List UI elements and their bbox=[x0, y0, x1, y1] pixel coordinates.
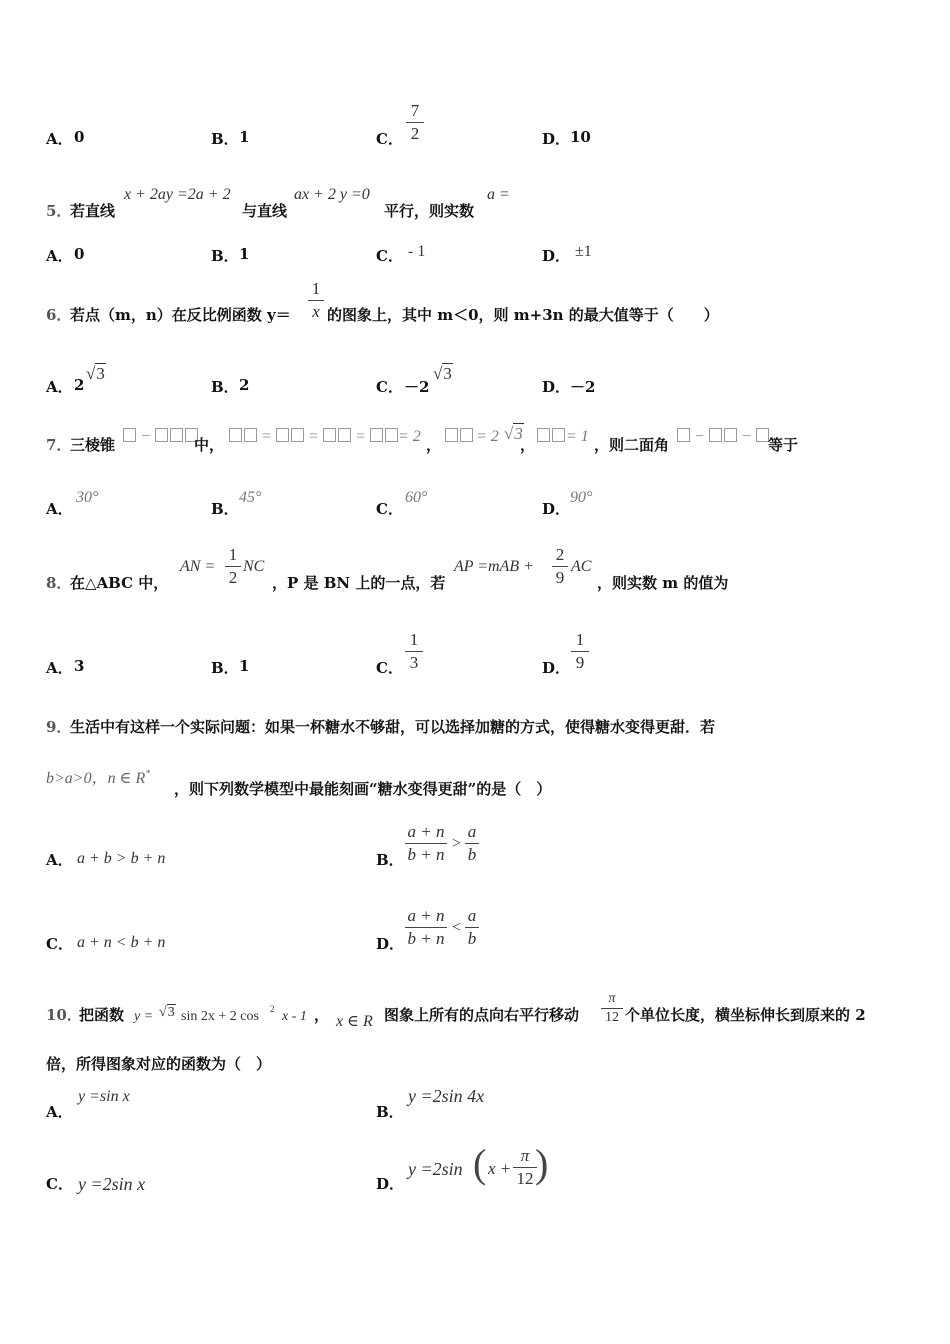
q10-eq-right: x - 1 bbox=[282, 1009, 307, 1024]
q8-eq1-fraction: 1 2 bbox=[225, 545, 241, 588]
q5-text-2: 与直线 bbox=[242, 202, 288, 220]
q10-d-right-paren: ) bbox=[535, 1141, 549, 1186]
q10-d-prefix: y =2sin bbox=[408, 1159, 463, 1179]
q10-c-label: C． bbox=[46, 1175, 73, 1193]
q9-c-value: a + n < b + n bbox=[77, 934, 166, 951]
q5-d-value: ±1 bbox=[575, 243, 592, 260]
q8-a-label: A． bbox=[46, 659, 73, 677]
q8-a-value: 3 bbox=[74, 657, 85, 675]
q10-d-left-paren: ( bbox=[473, 1141, 487, 1186]
q8-eq1-left: AN = bbox=[180, 558, 216, 575]
q5-text-1: 若直线 bbox=[70, 202, 116, 220]
q9-a-value: a + b > b + n bbox=[77, 850, 166, 867]
q10-eq-sup: 2 bbox=[270, 1004, 275, 1014]
q7-sep-2: ， bbox=[520, 436, 536, 454]
q9-c-label: C． bbox=[46, 935, 73, 953]
q8-d-label: D． bbox=[542, 659, 571, 677]
q10-b-value: y =2sin 4x bbox=[408, 1086, 485, 1106]
q10-b-label: B． bbox=[376, 1103, 404, 1121]
q7-missing-glyph-5: − − bbox=[676, 428, 770, 446]
q10-d-label: D． bbox=[376, 1175, 405, 1193]
q9-b-operator: > bbox=[452, 835, 462, 852]
q5-a-value: 0 bbox=[74, 245, 85, 263]
q6-a-prefix: 2 bbox=[74, 376, 85, 394]
q6-c-label: C． bbox=[376, 378, 403, 396]
q7-equals-sqrt-prefix: = 2 bbox=[476, 428, 499, 445]
q5-c-label: C． bbox=[376, 247, 403, 265]
q5-d-label: D． bbox=[542, 247, 571, 265]
q8-d-fraction: 1 9 bbox=[571, 630, 589, 673]
q8-text-3: ，则实数 m 的值为 bbox=[597, 574, 729, 592]
q5-b-label: B． bbox=[211, 247, 239, 265]
q6-text-2: 的图象上，其中 m＜0，则 m+3n 的最大值等于（ ） bbox=[327, 306, 719, 324]
q6-b-label: B． bbox=[211, 378, 239, 396]
q8-number: 8． bbox=[46, 574, 72, 592]
q6-c-prefix: －2 bbox=[404, 378, 430, 396]
q4-a-label: A． bbox=[46, 130, 73, 148]
q9-b-label: B． bbox=[376, 851, 404, 869]
q10-text-2: 图象上所有的点向右平行移动 bbox=[384, 1006, 580, 1024]
q9-number: 9． bbox=[46, 718, 72, 736]
q8-b-label: B． bbox=[211, 659, 239, 677]
q7-d-label: D． bbox=[542, 500, 571, 518]
q7-b-value: 45° bbox=[239, 489, 262, 506]
q5-b-value: 1 bbox=[239, 245, 250, 263]
q5-text-3: 平行，则实数 bbox=[384, 202, 475, 220]
q7-c-label: C． bbox=[376, 500, 403, 518]
q10-shift-fraction: π 12 bbox=[601, 991, 623, 1026]
q7-d-value: 90° bbox=[570, 489, 593, 506]
q6-number: 6． bbox=[46, 306, 72, 324]
q9-line-1: 生活中有这样一个实际问题：如果一杯糖水不够甜，可以选择加糖的方式，使得糖水变得更甜．若 bbox=[70, 718, 716, 736]
q10-domain: x ∈ R bbox=[336, 1013, 373, 1030]
q10-d-fraction: π 12 bbox=[513, 1146, 537, 1189]
q7-c-value: 60° bbox=[405, 489, 428, 506]
q9-d-fraction-right: a b bbox=[465, 906, 479, 949]
q9-a-label: A． bbox=[46, 851, 73, 869]
q4-b-label: B． bbox=[211, 130, 239, 148]
q4-d-value: 10 bbox=[570, 128, 591, 146]
q10-eq-left: y = bbox=[134, 1009, 154, 1024]
q7-number: 7． bbox=[46, 436, 72, 454]
q7-missing-glyph-1: − bbox=[122, 428, 199, 446]
q9-line-2: ，则下列数学模型中最能刻画“糖水变得更甜”的是（ ） bbox=[174, 780, 552, 798]
q6-b-value: 2 bbox=[239, 376, 250, 394]
q6-text-1: 若点（m，n）在反比例函数 y＝ bbox=[70, 306, 291, 324]
q7-a-value: 30° bbox=[76, 489, 99, 506]
q4-a-value: 0 bbox=[74, 128, 85, 146]
q6-a-sqrt: √3 bbox=[86, 364, 105, 383]
q9-d-fraction-left: a + n b + n bbox=[405, 906, 447, 949]
q7-missing-glyph-2: = = = bbox=[228, 428, 399, 446]
q8-c-label: C． bbox=[376, 659, 403, 677]
q4-d-label: D． bbox=[542, 130, 571, 148]
q10-number: 10． bbox=[46, 1006, 82, 1024]
q10-eq-mid: sin 2x + 2 cos bbox=[181, 1009, 259, 1024]
q6-a-label: A． bbox=[46, 378, 73, 396]
q5-number: 5． bbox=[46, 202, 72, 220]
q10-text-1: 把函数 bbox=[79, 1006, 125, 1024]
q8-c-fraction: 1 3 bbox=[405, 630, 423, 673]
q9-d-label: D． bbox=[376, 935, 405, 953]
q7-a-label: A． bbox=[46, 500, 73, 518]
q7-text-1: 三棱锥 bbox=[70, 436, 116, 454]
q7-equals-two: = 2 bbox=[398, 428, 421, 445]
q5-a-label: A． bbox=[46, 247, 73, 265]
q7-text-3: ，则二面角 bbox=[594, 436, 670, 454]
q4-c-fraction: 7 2 bbox=[406, 101, 424, 144]
q9-b-fraction-left: a + n b + n bbox=[405, 822, 447, 865]
q10-eq-sqrt: √3 bbox=[159, 1005, 175, 1020]
q5-c-value: - 1 bbox=[408, 243, 426, 260]
q6-fraction: 1 x bbox=[308, 279, 324, 322]
q10-comma: ， bbox=[314, 1006, 330, 1024]
q8-b-value: 1 bbox=[239, 657, 250, 675]
q7-sep-1: ， bbox=[426, 436, 442, 454]
q6-d-value: －2 bbox=[570, 378, 596, 396]
q7-text-2: 中， bbox=[194, 436, 225, 454]
q8-text-1: 在△ABC 中， bbox=[70, 574, 169, 592]
q5-equation-3: a = bbox=[487, 186, 510, 203]
q7-equals-sqrt: √3 bbox=[504, 424, 523, 443]
q10-a-value: y =sin x bbox=[78, 1088, 130, 1105]
q9-d-operator: < bbox=[452, 919, 462, 936]
q7-equals-one: = 1 bbox=[566, 428, 589, 445]
q5-equation-2: ax + 2 y =0 bbox=[294, 186, 370, 203]
q6-c-sqrt: √3 bbox=[433, 364, 452, 383]
q5-equation-1: x + 2ay =2a + 2 bbox=[124, 186, 231, 203]
q10-text-3: 个单位长度，横坐标伸长到原来的 2 bbox=[625, 1006, 866, 1024]
q6-d-label: D． bbox=[542, 378, 571, 396]
q8-eq1-right: NC bbox=[243, 558, 265, 575]
q7-missing-glyph-4 bbox=[536, 428, 566, 446]
q10-c-value: y =2sin x bbox=[78, 1174, 146, 1194]
q7-b-label: B． bbox=[211, 500, 239, 518]
q4-b-value: 1 bbox=[239, 128, 250, 146]
q10-a-label: A． bbox=[46, 1103, 73, 1121]
q7-missing-glyph-3 bbox=[444, 428, 474, 446]
q8-eq2-left: AP =mAB + bbox=[454, 558, 534, 575]
q8-eq2-fraction: 2 9 bbox=[552, 545, 568, 588]
q8-eq2-right: AC bbox=[571, 558, 592, 575]
q9-condition: b>a>0，n ∈ R* bbox=[46, 768, 151, 787]
q10-line-2: 倍，所得图象对应的函数为（ ） bbox=[46, 1055, 272, 1073]
q9-b-fraction-right: a b bbox=[465, 822, 479, 865]
q8-text-2: ，P 是 BN 上的一点，若 bbox=[272, 574, 446, 592]
q4-c-label: C． bbox=[376, 130, 403, 148]
q7-text-4: 等于 bbox=[768, 436, 799, 454]
q10-d-inner: x + bbox=[488, 1159, 512, 1178]
